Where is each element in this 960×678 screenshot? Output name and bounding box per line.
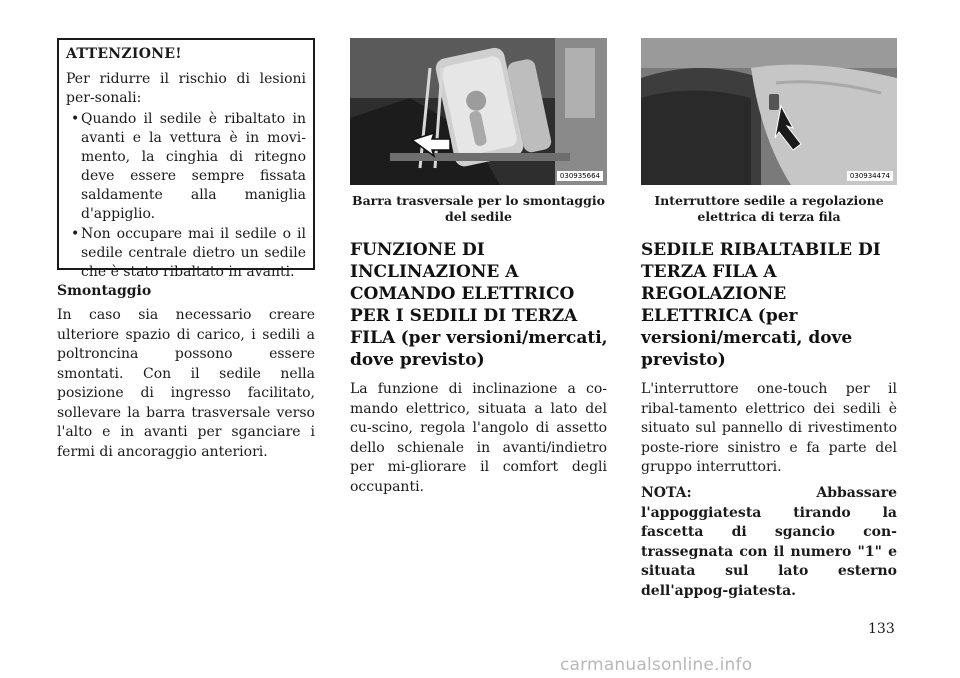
warning-intro: Per ridurre il rischio di lesioni per-sonali:	[66, 71, 306, 106]
seat-removal-photo	[350, 38, 607, 185]
section1-title	[350, 239, 610, 371]
section1-body: La funzione di inclinazione a co-mando elettrico, situata a lato del cu-scino, regola l'angolo di assetto dello schienale in avanti/indietro per mi-gliorare il comfort degli occupanti.	[350, 381, 607, 495]
figure-id: 030935664	[557, 171, 603, 181]
watermark: carmanualsonline.info	[560, 655, 753, 675]
power-seat-switch-photo	[641, 38, 897, 185]
removal-body: In caso sia necessario creare ulteriore spazio di carico, i sedili a poltroncina possono essere smontati. Con il sedile nella posizione di ingresso facilitato, sollevare la barra trasversale verso l'alto e in avanti per sganciare i fermi di ancoraggio anteriori.	[57, 307, 315, 460]
warning-bullet-list	[66, 110, 306, 282]
section1-title-main: FUNZIONE DI INCLINAZIONE A COMANDO ELETTRICO PER I SEDILI DI TERZA FILA	[350, 240, 578, 348]
figure1-caption: Barra trasversale per lo smontaggio del sedile	[352, 193, 605, 224]
figure2-caption: Interruttore sedile a regolazione elettrica di terza fila	[654, 193, 884, 224]
figure-id: 030934474	[847, 171, 893, 181]
section1-title-suffix: (per versioni/mercati, dove previsto)	[350, 328, 608, 370]
warning-bullet: • Non occupare mai il sedile o il sedile centrale dietro un sedile che è stato ribaltato in avanti.	[66, 225, 306, 282]
section2-title	[641, 239, 901, 371]
warning-bullet: • Quando il sedile è ribaltato in avanti e la vettura è in movi-mento, la cinghia di ritegno deve essere sempre fissata saldamente alla maniglia d'appiglio.	[66, 110, 306, 224]
section2-body: L'interruttore one-touch per il ribal-tamento elettrico dei sedili è situato sul pannello di rivestimento poste-riore sinistro e fa parte del gruppo interruttori.	[641, 381, 897, 475]
warning-title: ATTENZIONE!	[66, 46, 182, 62]
section2-note: NOTA: Abbassare l'appoggiatesta tirando la fascetta di sgancio con-trassegnata con il numero "1" e situata sul lato esterno dell'appog-giatesta.	[641, 485, 897, 599]
warning-box	[57, 38, 315, 280]
section2-title-main: SEDILE RIBALTABILE DI TERZA FILA A REGOLAZIONE ELETTRICA	[641, 240, 881, 326]
section2-title-suffix: (per versioni/mercati, dove previsto)	[641, 306, 853, 370]
seat-removal-illustration	[350, 38, 607, 185]
removal-heading: Smontaggio	[57, 283, 152, 299]
page-number: 133	[868, 621, 895, 637]
power-seat-switch-illustration	[641, 38, 897, 185]
